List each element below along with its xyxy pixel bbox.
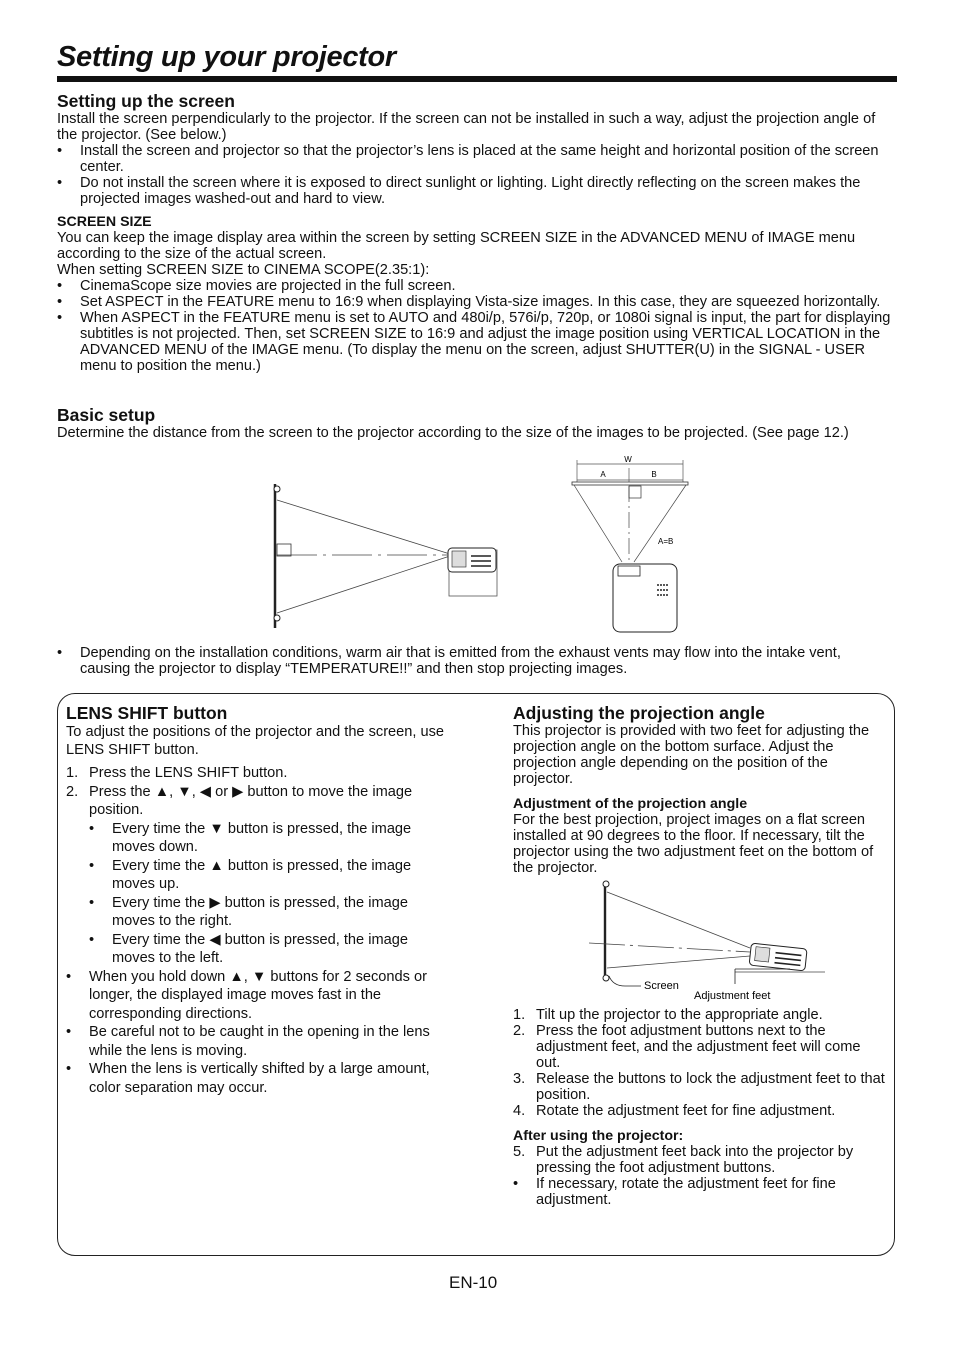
list-item: 3. Release the buttons to lock the adjustment feet to that position. bbox=[513, 1071, 885, 1103]
basic-setup-text: Determine the distance from the screen to the projector according to the size of the images to be projected. (See page 12.) bbox=[57, 425, 849, 441]
screen-size-section bbox=[57, 214, 895, 374]
setup-screen-intro: Install the screen perpendicularly to the projector. If the screen can not be installed in such a way, adjust the projection angle of the projector. (See below.) bbox=[57, 111, 876, 143]
list-item: • Every time the ▼ button is pressed, the image moves down. bbox=[89, 820, 446, 857]
adjustment-feet-label: Adjustment feet bbox=[694, 990, 771, 1002]
list-item: • Set ASPECT in the FEATURE menu to 16:9 when displaying Vista-size images. In this case, they are squeezed horizontally. bbox=[57, 294, 895, 310]
screen-size-cinema-note: When setting SCREEN SIZE to CINEMA SCOPE(2.35:1): bbox=[57, 262, 430, 278]
list-item: • Install the screen and projector so that the projector’s lens is placed at the same height and horizontal position of the screen center. bbox=[57, 143, 895, 175]
basic-setup-heading: Basic setup bbox=[57, 405, 156, 425]
list-item: • Every time the ▲ button is pressed, the image moves up. bbox=[89, 857, 446, 894]
side-view-diagram bbox=[265, 478, 510, 634]
after-use-steps bbox=[513, 1144, 888, 1176]
lens-shift-intro: To adjust the positions of the projector and the screen, use LENS SHIFT button. bbox=[66, 724, 445, 758]
list-item: • If necessary, rotate the adjustment feet for fine adjustment. bbox=[513, 1176, 888, 1208]
basic-setup-section bbox=[57, 405, 895, 441]
screen-size-text: You can keep the image display area within the screen by setting SCREEN SIZE in the ADVANCED MENU of IMAGE menu according to the size of the actual screen. bbox=[57, 230, 856, 262]
setup-screen-bullets bbox=[57, 143, 895, 207]
lens-shift-heading: LENS SHIFT button bbox=[66, 703, 228, 723]
lens-shift-steps bbox=[66, 764, 446, 968]
list-item: 4. Rotate the adjustment feet for fine adjustment. bbox=[513, 1103, 836, 1119]
list-item: • Be careful not to be caught in the opening in the lens while the lens is moving. bbox=[66, 1023, 446, 1060]
list-item: • Every time the ▶ button is pressed, the image moves to the right. bbox=[89, 894, 446, 931]
setup-screen-heading: Setting up the screen bbox=[57, 91, 235, 111]
list-item: • When ASPECT in the FEATURE menu is set to AUTO and 480i/p, 576i/p, 720p, or 1080i signal is input, the part for displaying subtitles is not projected. Then, set SCREEN SIZE to 16:9 and adjust the image position using VERTICAL LOCATION in the ADVANCED MENU of the IMAGE menu. (To display the menu on the screen, adjust SHUTTER(U) in the SIGNAL - USER menu to position the menu.) bbox=[57, 310, 895, 374]
projection-angle-steps-section bbox=[513, 1007, 888, 1208]
page-number: EN-10 bbox=[449, 1273, 498, 1292]
projection-angle-sub-text: For the best projection, project images on a flat screen installed at 90 degrees to the floor. If necessary, tilt the projector using the two adjustment feet on the bottom of the projector. bbox=[513, 812, 874, 876]
list-item: • CinemaScope size movies are projected in the full screen. bbox=[57, 278, 895, 294]
screen-size-heading: SCREEN SIZE bbox=[57, 214, 152, 230]
projection-angle-steps bbox=[513, 1007, 888, 1119]
screen-size-bullets bbox=[57, 278, 895, 374]
lens-shift-sub-bullets bbox=[89, 820, 446, 968]
list-item: 5. Put the adjustment feet back into the projector by pressing the foot adjustment buttons. bbox=[513, 1144, 854, 1176]
list-item: 1. Tilt up the projector to the appropriate angle. bbox=[513, 1007, 823, 1023]
setup-screen-section bbox=[57, 91, 895, 207]
list-item: • Depending on the installation conditions, warm air that is emitted from the exhaust vents may flow into the intake vent, causing the projector to display “TEMPERATURE!!” and then stop projecting images. bbox=[57, 645, 895, 677]
projection-angle-heading: Adjusting the projection angle bbox=[513, 703, 765, 723]
after-use-heading: After using the projector: bbox=[513, 1128, 684, 1144]
after-use-bullets bbox=[513, 1176, 888, 1208]
projection-angle-intro: This projector is provided with two feet for adjusting the projection angle on the bottom surface. Adjust the projection angle depending on the position of the projector. bbox=[513, 723, 870, 787]
projection-angle-sub-heading: Adjustment of the projection angle bbox=[513, 796, 748, 812]
warm-air-note bbox=[57, 645, 895, 677]
screen-label: Screen bbox=[644, 980, 679, 992]
a-equals-b-label: A=B bbox=[658, 537, 674, 546]
list-item: 1. Press the LENS SHIFT button. bbox=[66, 765, 288, 781]
a-label: A bbox=[600, 470, 606, 479]
tilt-diagram bbox=[585, 876, 825, 1004]
list-item: • When the lens is vertically shifted by a large amount, color separation may occur. bbox=[66, 1060, 446, 1097]
projection-angle-section bbox=[513, 703, 888, 876]
list-item: • When you hold down ▲, ▼ buttons for 2 seconds or longer, the displayed image moves fast in the corresponding directions. bbox=[66, 968, 446, 1024]
list-item: 2. Press the foot adjustment buttons next to the adjustment feet, and the adjustment feet will come out. bbox=[513, 1023, 861, 1071]
list-item: • Every time the ◀ button is pressed, the image moves to the left. bbox=[89, 931, 446, 968]
top-view-diagram bbox=[570, 452, 690, 634]
b-label: B bbox=[651, 470, 657, 479]
list-item: 2. Press the ▲, ▼, ◀ or ▶ button to move the image position. • Every time the ▼ button is pressed, the image moves down. • Every time the ▲ button is pressed, the image moves up. • Every time the ▶ button is pressed, the image moves to the right. • Every time the ◀ button is pressed, the image moves to the left. bbox=[66, 783, 446, 968]
page-title: Setting up your projector bbox=[57, 40, 897, 82]
lens-shift-notes bbox=[66, 968, 446, 1098]
lens-shift-section bbox=[66, 703, 446, 1097]
list-item: • Do not install the screen where it is exposed to direct sunlight or lighting. Light directly reflecting on the screen makes the projected images washed-out and hard to view. bbox=[57, 175, 895, 207]
width-label: W bbox=[624, 455, 632, 464]
